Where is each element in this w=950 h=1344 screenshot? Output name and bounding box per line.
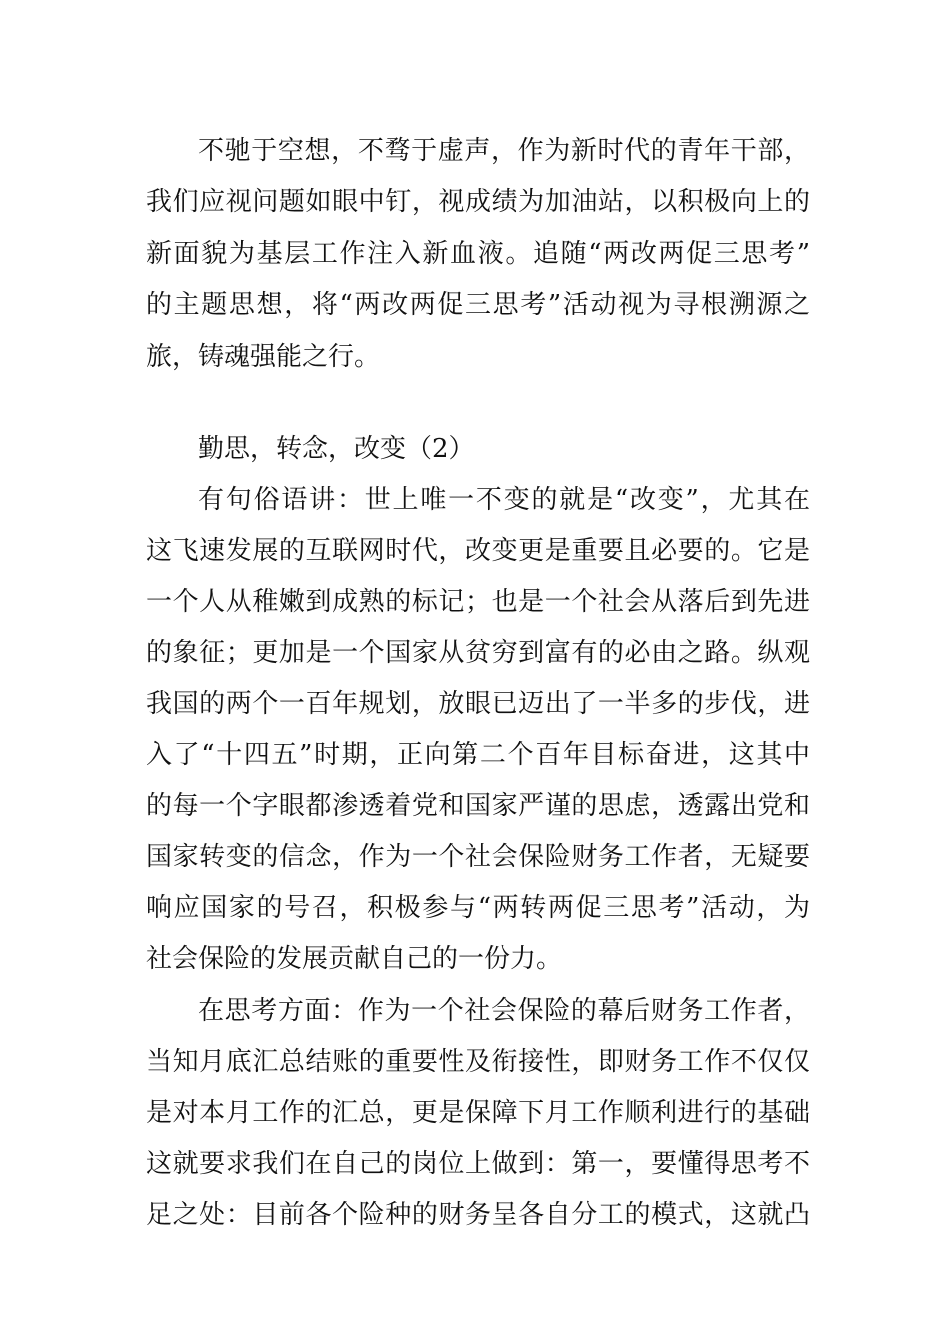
paragraph-3-line-1: 在思考方面：作为一个社会保险的幕后财务工作者， — [198, 996, 810, 1026]
paragraph-2-line-1: 有句俗语讲：世上唯一不变的就是“改变”，尤其在 — [198, 485, 810, 515]
paragraph-3-line-4: 这就要求我们在自己的岗位上做到：第一，要懂得思考不 — [146, 1149, 810, 1179]
paragraph-2-line-9: 响应国家的号召，积极参与“两转两促三思考”活动，为 — [146, 893, 810, 923]
paragraph-3-line-3: 是对本月工作的汇总，更是保障下月工作顺利进行的基础 — [146, 1098, 810, 1128]
paragraph-2-line-4: 的象征；更加是一个国家从贫穷到富有的必由之路。纵观 — [146, 638, 810, 668]
paragraph-3-line-2: 当知月底汇总结账的重要性及衔接性，即财务工作不仅仅 — [146, 1047, 810, 1077]
paragraph-1-line-4: 的主题思想，将“两改两促三思考”活动视为寻根溯源之 — [146, 290, 810, 320]
paragraph-2-line-10: 社会保险的发展贡献自己的一份力。 — [146, 944, 563, 974]
paragraph-2-line-2: 这飞速发展的互联网时代，改变更是重要且必要的。它是 — [146, 536, 810, 566]
paragraph-2-line-5: 我国的两个一百年规划，放眼已迈出了一半多的步伐，进 — [146, 689, 810, 719]
paragraph-1-line-5: 旅，铸魂强能之行。 — [146, 342, 381, 372]
section-heading: 勤思，转念，改变（2） — [198, 434, 475, 464]
paragraph-2-line-7: 的每一个字眼都渗透着党和国家严谨的思虑，透露出党和 — [146, 791, 810, 821]
paragraph-1-line-3: 新面貌为基层工作注入新血液。追随“两改两促三思考” — [146, 239, 810, 269]
paragraph-2-line-3: 一个人从稚嫩到成熟的标记；也是一个社会从落后到先进 — [146, 587, 810, 617]
paragraph-1-line-1: 不驰于空想，不骛于虚声，作为新时代的青年干部， — [198, 136, 810, 166]
paragraph-3-line-5: 足之处：目前各个险种的财务呈各自分工的模式，这就凸 — [146, 1200, 810, 1230]
paragraph-2-line-6: 入了“十四五”时期，正向第二个百年目标奋进，这其中 — [146, 740, 810, 770]
paragraph-1-line-2: 我们应视问题如眼中钉，视成绩为加油站，以积极向上的 — [146, 187, 810, 217]
paragraph-2-line-8: 国家转变的信念，作为一个社会保险财务工作者，无疑要 — [146, 842, 810, 872]
